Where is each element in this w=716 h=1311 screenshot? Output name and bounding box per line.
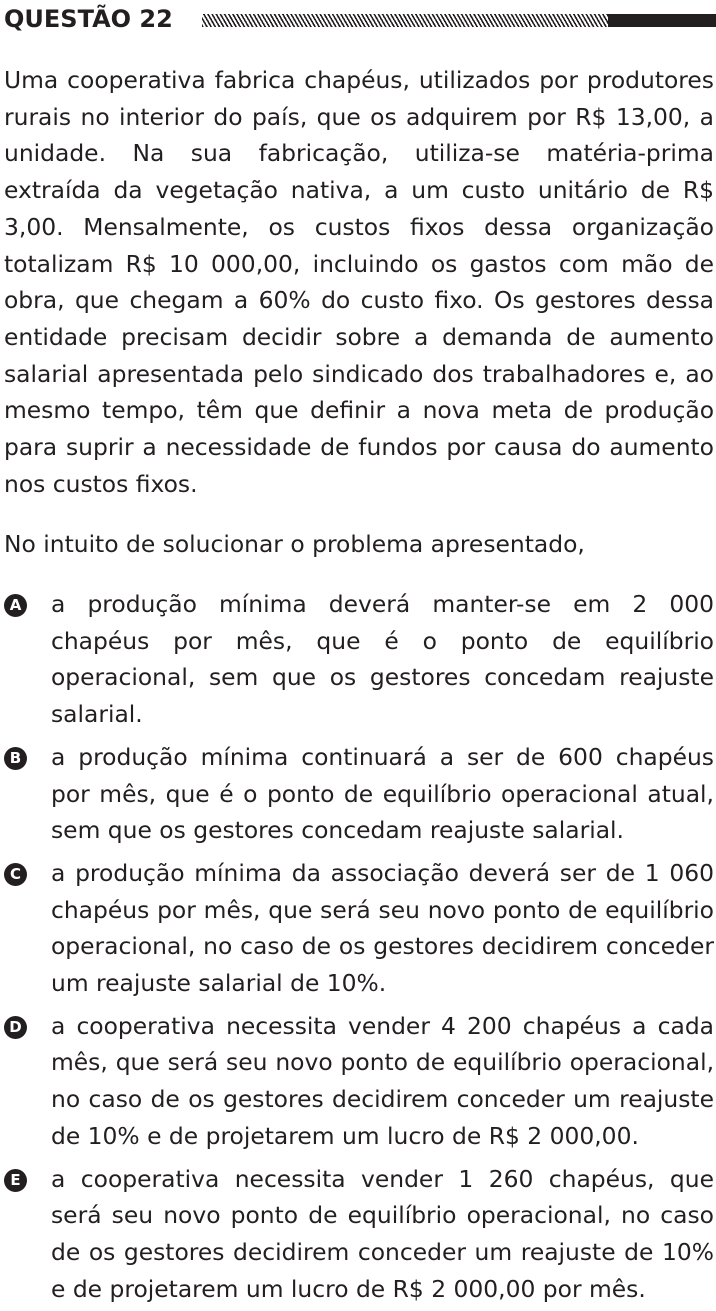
option-b-text: a produção mínima continuará a ser de 600 chapéus por mês, que é o ponto de equilíbrio operacional atual, sem que os gestores concedam reajuste salarial. xyxy=(51,742,714,845)
header-hatch-rule xyxy=(202,14,608,27)
question-title: QUESTÃO 22 xyxy=(4,5,173,33)
option-e[interactable] xyxy=(4,1161,714,1308)
option-a-text: a produção mínima deverá manter-se em 2 000 chapéus por mês, que é o ponto de equilíbrio operacional, sem que os gestores concedam reajuste salarial. xyxy=(51,590,714,729)
question-header xyxy=(4,4,714,34)
option-a[interactable] xyxy=(4,586,714,733)
option-d-letter-badge: D xyxy=(4,1016,27,1039)
option-d-text: a cooperativa necessita vender 4 200 chapéus a cada mês, que será seu novo ponto de equilíbrio operacional, no caso de os gestores decidirem conceder um reajuste de 10% e de projetarem um lucro de R$ 2 000,00. xyxy=(51,1011,714,1150)
header-solid-bar xyxy=(608,14,716,27)
option-c-letter-badge: C xyxy=(4,863,27,886)
option-c[interactable] xyxy=(4,855,714,1002)
question-prompt: No intuito de solucionar o problema apresentado, xyxy=(4,530,585,558)
option-b[interactable] xyxy=(4,739,714,849)
option-e-letter-badge: E xyxy=(4,1169,27,1192)
option-c-text: a produção mínima da associação deverá ser de 1 060 chapéus por mês, que será seu novo ponto de equilíbrio operacional, no caso de os gestores decidirem conceder um reajuste salarial de 10%. xyxy=(51,858,714,998)
option-a-letter-badge: A xyxy=(4,594,27,617)
option-b-letter-badge: B xyxy=(4,747,27,770)
option-e-text: a cooperativa necessita vender 1 260 chapéus, que será seu novo ponto de equilíbrio operacional, no caso de os gestores decidirem conceder um reajuste de 10% e de projetarem um lucro de R$ 2 000,00 por mês. xyxy=(51,1164,714,1303)
question-stem: Uma cooperativa fabrica chapéus, utilizados por produtores rurais no interior do país, que os adquirem por R$ 13,00, a unidade. Na sua fabricação, utiliza-se matéria-prima extraída da vegetação nativa, a um custo unitário de R$ 3,00. Mensalmente, os custos fixos dessa organização totalizam R$ 10 000,00, incluindo os gastos com mão de obra, que chegam a 60% do custo fixo. Os gestores dessa entidade precisam decidir sobre a demanda de aumento salarial apresentada pelo sindicado dos trabalhadores e, ao mesmo tempo, têm que definir a nova meta de produção para suprir a necessidade de fundos por causa do aumento nos custos fixos. xyxy=(4,66,714,498)
exam-page xyxy=(4,0,714,1311)
answer-options xyxy=(4,586,714,1307)
option-d[interactable] xyxy=(4,1008,714,1155)
